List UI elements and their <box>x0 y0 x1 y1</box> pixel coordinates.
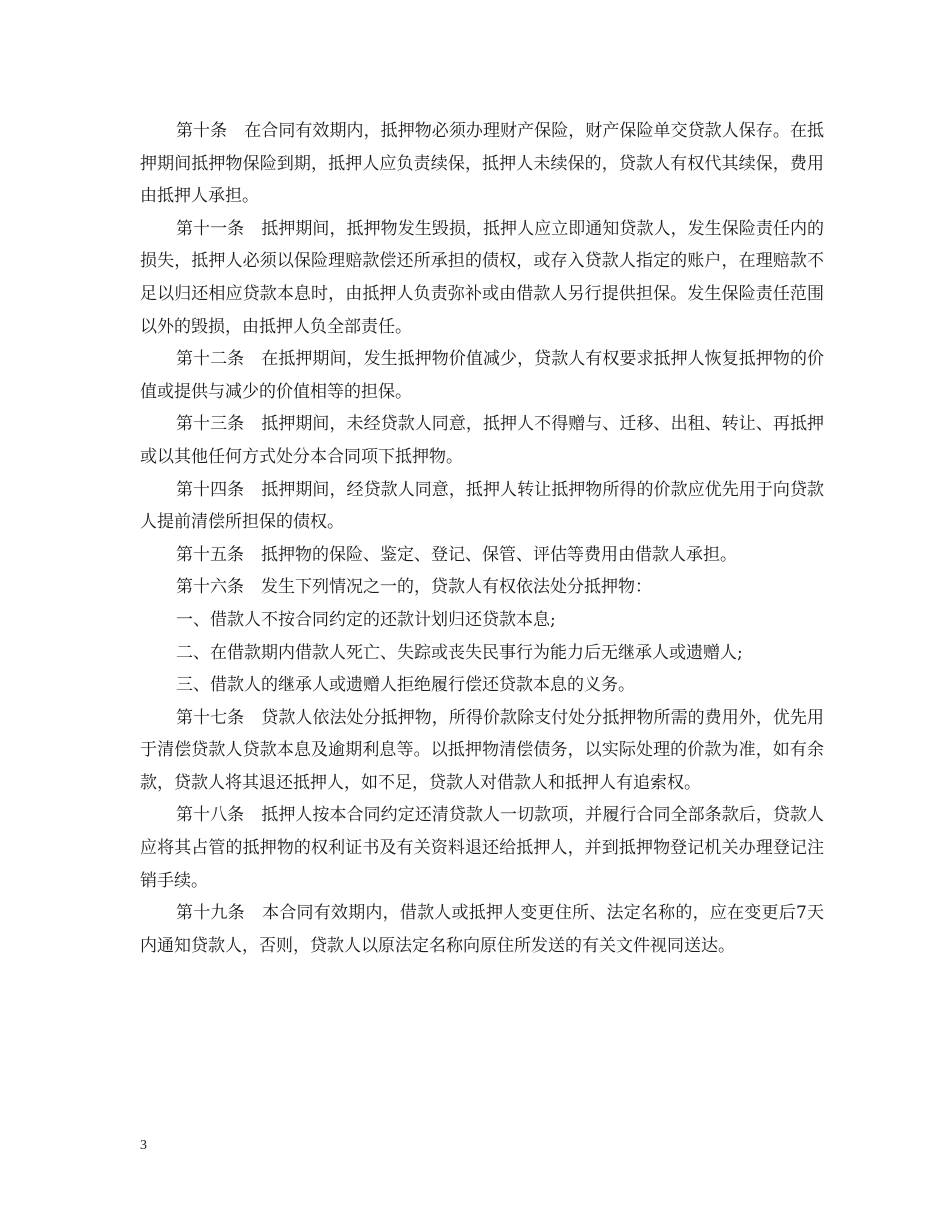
page-number: 3 <box>140 1138 147 1153</box>
article-14: 第十四条 抵押期间，经贷款人同意，抵押人转让抵押物所得的价款应优先用于向贷款人提前清偿所担保的债权。 <box>140 479 824 533</box>
article-15: 第十五条 抵押物的保险、鉴定、登记、保管、评估等费用由借款人承担。 <box>176 544 737 565</box>
article-10: 第十条 在合同有效期内，抵押物必须办理财产保险，财产保险单交贷款人保存。在抵押期间抵押物保险到期，抵押人应负责续保，抵押人未续保的，贷款人有权代其续保，费用由抵押人承担。 <box>140 121 824 207</box>
article-16-item-2: 二、在借款期内借款人死亡、失踪或丧失民事行为能力后无继承人或遗赠人; <box>176 642 743 663</box>
article-12: 第十二条 在抵押期间，发生抵押物价值减少，贷款人有权要求抵押人恢复抵押物的价值或提供与减少的价值相等的担保。 <box>140 349 824 402</box>
article-19: 第十九条 本合同有效期内，借款人或抵押人变更住所、法定名称的，应在变更后7天内通知贷款人，否则，贷款人以原法定名称向原住所发送的有关文件视同送达。 <box>140 903 824 956</box>
article-16-item-1: 一、借款人不按合同约定的还款计划归还贷款本息; <box>176 609 556 630</box>
article-11: 第十一条 抵押期间，抵押物发生毁损，抵押人应立即通知贷款人，发生保险责任内的损失，抵押人必须以保险理赔款偿还所承担的债权，或存入贷款人指定的账户，在理赔款不足以归还相应贷款本息时，由抵押人负责弥补或由借款人另行提供担保。发生保险责任范围以外的毁损，由抵押人负全部责任。 <box>140 218 824 337</box>
article-18: 第十八条 抵押人按本合同约定还清贷款人一切款项，并履行合同全部条款后，贷款人应将其占管的抵押物的权利证书及有关资料退还给抵押人，并到抵押物登记机关办理登记注销手续。 <box>140 805 824 891</box>
article-13: 第十三条 抵押期间，未经贷款人同意，抵押人不得赠与、迁移、出租、转让、再抵押或以其他任何方式处分本合同项下抵押物。 <box>140 414 824 467</box>
document-body <box>140 115 824 962</box>
article-16: 第十六条 发生下列情况之一的，贷款人有权依法处分抵押物： <box>176 577 652 598</box>
article-16-item-3: 三、借款人的继承人或遗赠人拒绝履行偿还贷款本息的义务。 <box>176 675 635 696</box>
article-17: 第十七条 贷款人依法处分抵押物，所得价款除支付处分抵押物所需的费用外，优先用于清偿贷款人贷款本息及逾期利息等。以抵押物清偿债务，以实际处理的价款为准，如有余款，贷款人将其退还抵押人，如不足，贷款人对借款人和抵押人有追索权。 <box>140 707 824 793</box>
